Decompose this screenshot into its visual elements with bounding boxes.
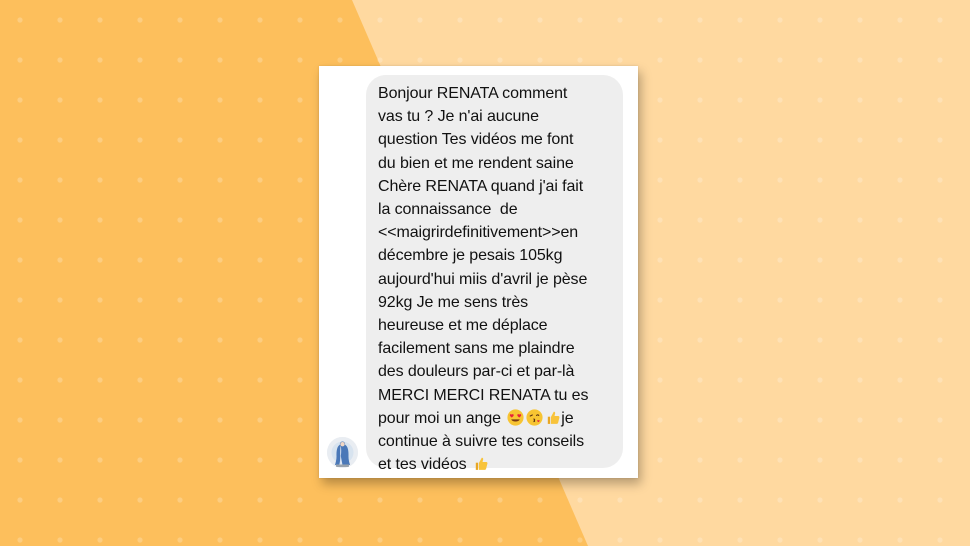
message-line-with-emojis bbox=[378, 407, 613, 430]
message-card bbox=[319, 66, 638, 478]
message-bubble[interactable] bbox=[366, 75, 623, 474]
kissing-emoji-icon bbox=[526, 409, 543, 426]
message-line: décembre je pesais 105kg bbox=[378, 247, 563, 265]
message-line: heureuse et me déplace bbox=[378, 317, 548, 335]
message-line: MERCI MERCI RENATA tu es bbox=[378, 386, 589, 404]
message-line: Bonjour RENATA comment bbox=[378, 85, 568, 102]
heart-eyes-emoji-icon bbox=[507, 409, 524, 426]
message-text: pour moi un ange bbox=[378, 409, 501, 427]
message-line: vas tu ? Je n'ai aucune bbox=[378, 108, 539, 126]
statue-avatar-icon bbox=[327, 437, 358, 468]
message-line: Chère RENATA quand j'ai fait bbox=[378, 177, 584, 195]
message-line: question Tes vidéos me font bbox=[378, 131, 574, 149]
thumbs-up-emoji-icon bbox=[545, 409, 561, 426]
message-line: continue à suivre tes conseils bbox=[378, 433, 585, 451]
message-line: facilement sans me plaindre bbox=[378, 340, 575, 358]
message-line: la connaissance de bbox=[378, 201, 518, 219]
thumbs-up-emoji-icon bbox=[473, 455, 489, 472]
message-line: 92kg Je me sens très bbox=[378, 293, 529, 311]
message-line: des douleurs par-ci et par-là bbox=[378, 363, 575, 381]
message-text: je bbox=[561, 409, 574, 427]
message-text: et tes vidéos bbox=[378, 456, 467, 474]
message-line-with-emoji bbox=[378, 453, 613, 476]
message-line: aujourd'hui miis d'avril je pèse bbox=[378, 270, 588, 288]
sender-avatar[interactable] bbox=[327, 437, 358, 468]
message-line: <<maigrirdefinitivement>>en bbox=[378, 224, 579, 242]
message-line: du bien et me rendent saine bbox=[378, 154, 574, 172]
